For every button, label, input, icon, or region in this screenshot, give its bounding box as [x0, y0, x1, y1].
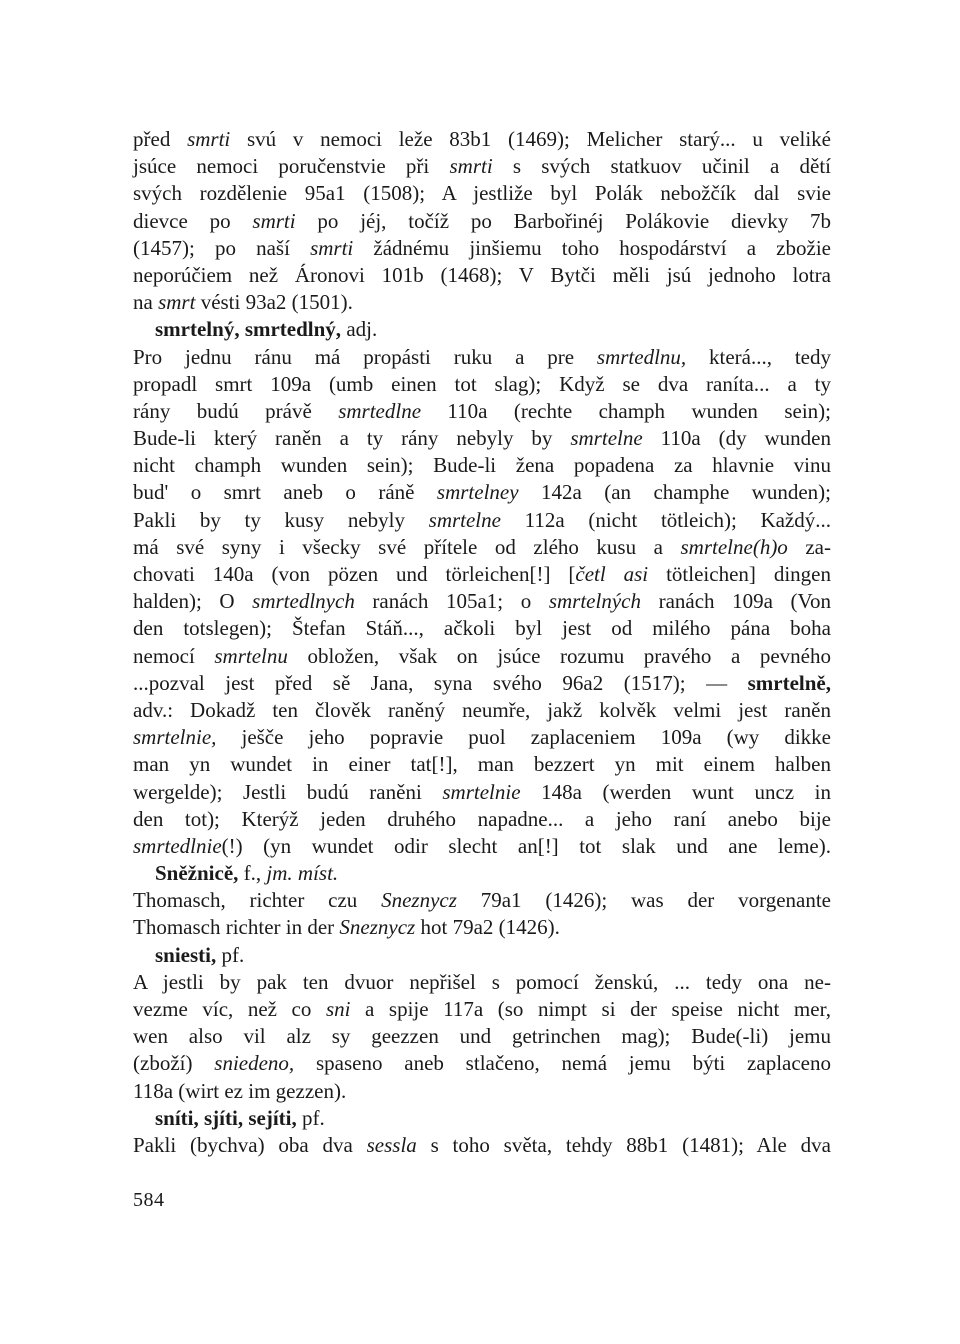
text-segment: po jéj, točíž po Barbořinéj Polákovie dievky 7b: [295, 208, 832, 233]
italic-term: smrtedlnu,: [596, 344, 687, 369]
text-segment: 148a (werden wunt uncz in: [520, 779, 831, 804]
headword: sníti, sjíti, sejíti,: [155, 1105, 297, 1130]
text-segment: která..., tedy: [686, 344, 831, 369]
italic-term: smrtelney: [436, 480, 519, 505]
italic-term: smrti: [252, 208, 296, 233]
text-segment: propadl smrt 109a (umb einen tot slag); Když se dva raníta... a ty: [133, 371, 831, 396]
text-line: [133, 1132, 831, 1159]
text-segment: nicht champh wunden sein); Bude-li žena popadena za hlavnie vinu: [133, 453, 831, 478]
text-line: [133, 806, 831, 833]
text-segment: 142a (an champhe wunden);: [518, 480, 831, 505]
headword: smrtelný, smrtedlný,: [155, 317, 342, 342]
italic-term: smrti: [310, 235, 354, 260]
text-segment: žádnému jinšiemu toho hospodárství a zbožie: [353, 235, 831, 260]
text-line: [133, 262, 831, 289]
italic-term: smrtelných: [548, 589, 641, 614]
text-segment: jsúce nemoci poručenstvie při: [133, 154, 450, 179]
text-segment: Thomasch richter in der: [133, 915, 340, 940]
text-segment: Bude-li který raněn a ty rány nebyly by: [133, 426, 571, 451]
text-segment: na: [133, 290, 159, 315]
text-segment: 110a (dy wunden: [642, 426, 831, 451]
italic-term: smrtelnie,: [133, 725, 217, 750]
page-number: 584: [133, 1189, 165, 1211]
text-line: [133, 670, 831, 697]
text-segment: adv.: Dokadž ten člověk raněný neumře, jakž kolvěk velmi jest raněn: [133, 697, 831, 722]
text-segment: vezme víc, než co: [133, 997, 326, 1021]
text-line: [133, 398, 831, 425]
text-line: [133, 208, 831, 235]
text-segment: 112a (nicht tötleich); Každý...: [500, 507, 831, 532]
text-line: [133, 1023, 831, 1050]
text-segment: Thomasch, richter czu: [133, 888, 382, 913]
text-segment: 79a1 (1426); was der vorgenante: [456, 888, 831, 913]
text-line: [133, 561, 831, 588]
headword: sniesti,: [155, 942, 217, 967]
text-segment: spaseno aneb stlačeno, nemá jemu býti zaplaceno: [294, 1051, 831, 1076]
text-segment: den tot); Kterýž jeden druhého napadne... a jeho raní anebo bije: [133, 806, 831, 831]
headword: smrtelně,: [747, 670, 831, 695]
text-segment: ...pozval jest před sě Jana, syna svého 96a2 (1517); —: [133, 670, 748, 695]
text-segment: 110a (rechte champh wunden sein);: [421, 398, 831, 423]
italic-term: smrtedlnie: [133, 833, 222, 858]
text-line: [133, 1078, 831, 1105]
entry-headword-line: [133, 942, 831, 969]
text-segment: má své syny i všecky své přítele od zlého kusu a: [133, 534, 681, 559]
text-segment: s svých statkuov učinil a dětí: [492, 154, 831, 179]
italic-term: sni: [325, 997, 351, 1021]
text-line: [133, 235, 831, 262]
text-segment: svú v nemoci leže 83b1 (1469); Melicher starý... u veliké: [230, 127, 831, 151]
text-segment: Pakli (bychva) oba dva: [133, 1132, 367, 1157]
text-segment: dievce po: [133, 208, 253, 233]
text-line: [133, 887, 831, 914]
text-line: [133, 724, 831, 751]
text-segment: ješče jeho popravie puol zaplaceniem 109a (wy dikke: [216, 725, 831, 750]
text-line: [133, 996, 831, 1023]
text-segment: 118a (wirt ez im gezzen).: [133, 1078, 347, 1103]
text-line: [133, 371, 831, 398]
text-segment: rány budú právě: [133, 398, 339, 423]
italic-term: smrti: [449, 154, 493, 179]
italic-term: smrtelnu: [214, 643, 288, 668]
italic-term: smrtelne(h)o: [680, 534, 788, 559]
text-segment: před: [133, 127, 188, 151]
text-segment: Pro jednu ránu má propásti ruku a pre: [133, 344, 597, 369]
headword: Sněžnicě,: [155, 861, 239, 886]
text-line: [133, 751, 831, 778]
text-segment: tötleichen] dingen: [648, 562, 831, 586]
text-segment: adj.: [341, 317, 378, 342]
text-line: [133, 534, 831, 561]
entry-headword-line: [133, 1105, 831, 1132]
text-segment: (1457); po naší: [133, 235, 311, 260]
text-segment: wergelde); Jestli budú raněni: [133, 779, 443, 804]
italic-term: sniedeno,: [214, 1051, 295, 1076]
text-line: [133, 615, 831, 642]
text-segment: f.,: [238, 861, 267, 886]
italic-term: smrtelne: [570, 426, 643, 451]
italic-term: smrtelnie: [442, 779, 521, 804]
text-segment: nemocí: [133, 643, 215, 668]
entry-headword-line: [133, 860, 831, 887]
italic-term: jm. míst.: [266, 861, 339, 886]
italic-term: sessla: [366, 1132, 417, 1157]
text-segment: s toho světa, tehdy 88b1 (1481); Ale dva: [416, 1132, 831, 1157]
italic-term: smrtedlne: [338, 398, 422, 423]
text-segment: ranách 109a (Von: [640, 589, 831, 614]
italic-term: smrti: [187, 127, 231, 151]
text-line: [133, 153, 831, 180]
italic-term: Sneznycz: [381, 888, 457, 913]
italic-term: Sneznycz: [339, 915, 416, 940]
text-line: [133, 697, 831, 724]
text-segment: wen also vil alz sy geezzen und getrinchen mag); Bude(-li) jemu: [133, 1024, 831, 1049]
text-segment: ranách 105a1; o: [354, 589, 549, 614]
italic-term: četl asi: [575, 562, 649, 586]
text-line: [133, 833, 831, 860]
text-segment: neporúčiem než Áronovi 101b (1468); V Bytči měli jsú jednoho lotra: [133, 262, 831, 287]
text-segment: hot 79a2 (1426).: [415, 915, 560, 940]
text-segment: bud' o smrt aneb o ráně: [133, 480, 437, 505]
text-line: [133, 507, 831, 534]
text-segment: den totslegen); Štefan Stáň..., ačkoli byl jest od milého pána boha: [133, 616, 831, 641]
text-line: [133, 1050, 831, 1077]
text-line: [133, 914, 831, 941]
dictionary-text-block: [133, 126, 831, 1159]
text-line: [133, 425, 831, 452]
italic-term: smrtedlnych: [252, 589, 355, 614]
text-line: [133, 479, 831, 506]
text-segment: A jestli by pak ten dvuor nepřišel s pomocí ženskú, ... tedy ona ne-: [133, 969, 831, 994]
text-line: [133, 344, 831, 371]
text-line: [133, 588, 831, 615]
text-segment: a spije 117a (so nimpt si der speise nicht mer,: [350, 997, 831, 1021]
text-segment: (!) (yn wundet odir slecht an[!] tot slak und ane leme).: [221, 833, 831, 858]
text-line: [133, 643, 831, 670]
text-segment: man yn wundet in einer tat[!], man bezzert yn mit einem halben: [133, 752, 831, 777]
text-line: [133, 180, 831, 207]
text-line: [133, 969, 831, 996]
text-segment: za-: [787, 534, 831, 559]
text-line: [133, 452, 831, 479]
text-line: [133, 289, 831, 316]
text-segment: obložen, však on jsúce rozumu pravého a pevného: [287, 643, 831, 668]
entry-headword-line: [133, 316, 831, 343]
text-segment: chovati 140a (von pözen und törleichen[!] [: [133, 562, 576, 586]
text-segment: pf.: [216, 942, 245, 967]
text-line: [133, 779, 831, 806]
text-segment: (zboží): [133, 1051, 215, 1076]
text-segment: svých rozdělenie 95a1 (1508); A jestliže byl Polák nebožčík dal svie: [133, 181, 831, 206]
text-line: [133, 126, 831, 153]
text-segment: pf.: [296, 1105, 325, 1130]
italic-term: smrt: [158, 290, 196, 315]
text-segment: Pakli by ty kusy nebyly: [133, 507, 429, 532]
italic-term: smrtelne: [428, 507, 501, 532]
text-segment: halden); O: [133, 589, 253, 614]
text-segment: vésti 93a2 (1501).: [195, 290, 353, 315]
